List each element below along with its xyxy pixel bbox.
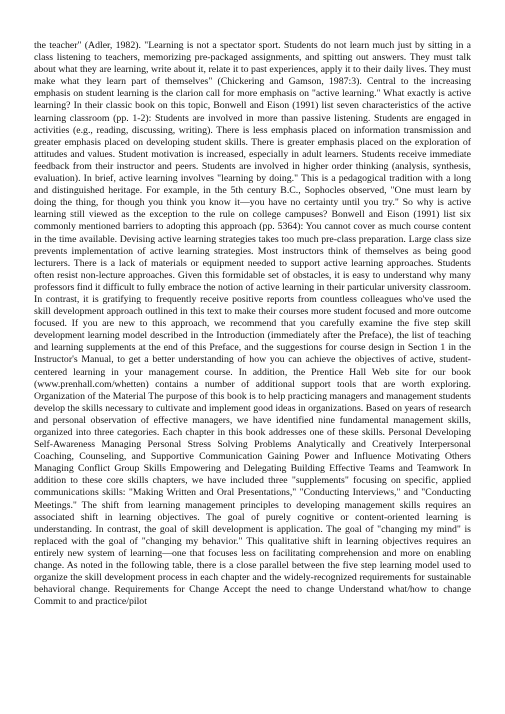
body-paragraph: the teacher" (Adler, 1982). "Learning is not a spectator sport. Students do not learn much just by sitting in a class listening to teachers, memorizing pre-packaged assignments, and spitting out answers. They must talk about what they are learning, write about it, relate it to past experiences, apply it to their daily lives. They must make what they learn part of themselves" (Chickering and Gamson, 1987:3). Central to the increasing emphasis on student learning is the clarion call for more emphasis on "active learning." What exactly is active learning? In their classic book on this topic, Bonwell and Eison (1991) list seven characteristics of the active learning classroom (pp. 1-2): Students are involved in more than passive listening. Students are engaged in activities (e.g., reading, discussing, writing). There is less emphasis placed on information transmission and greater emphasis placed on developing student skills. There is greater emphasis placed on the exploration of attitudes and values. Student motivation is increased, especially in adult learners. Students receive immediate feedback from their instructor and peers. Students are involved in higher order thinking (analysis, synthesis, evaluation). In brief, active learning involves "learning by doing." This is a pedagogical tradition with a long and distinguished heritage. For example, in the 5th century B.C., Sophocles observed, "One must learn by doing the thing, for though you think you know it—you have no certainty until you try." So why is active learning still viewed as the exception to the rule on college campuses? Bonwell and Eison (1991) list six commonly mentioned barriers to adopting this approach (pp. 5364): You cannot cover as much course content in the time available. Devising active learning strategies takes too much pre-class preparation. Large class size prevents implementation of active learning strategies. Most instructors think of themselves as being good lecturers. There is a lack of materials or equipment needed to support active learning approaches. Students often resist non-lecture approaches. Given this formidable set of obstacles, it is easy to understand why many professors find it difficult to fully embrace the notion of active learning in their particular university classroom. In contrast, it is gratifying to frequently receive positive reports from countless colleagues who've used the skill development approach outlined in this text to make their courses more student focused and more outcome focused. If you are new to this approach, we recommend that you carefully examine the five step skill development learning model described in the Introduction (immediately after the Preface), the list of teaching and learning supplements at the end of this Preface, and the suggestions for course design in Section 1 in the Instructor's Manual, to get a better understanding of how you can achieve the objectives of active, student-centered learning in your management course. In addition, the Prentice Hall Web site for our book (www.prenhall.com/whetten) contains a number of additional support tools that are worth exploring. Organization of the Material The purpose of this book is to help practicing managers and management students develop the skills necessary to cultivate and implement good ideas in organizations. Based on years of research and personal observation of effective managers, we have identified nine fundamental management skills, organized into three categories. Each chapter in this book addresses one of these skills. Personal Developing Self-Awareness Managing Personal Stress Solving Problems Analytically and Creatively Interpersonal Coaching, Counseling, and Supportive Communication Gaining Power and Influence Motivating Others Managing Conflict Group Skills Empowering and Delegating Building Effective Teams and Teamwork In addition to these core skills chapters, we have included three "supplements" focusing on specific, applied communications skills: "Making Written and Oral Presentations," "Conducting Interviews," and "Conducting Meetings." The shift from learning management principles to developing management skills requires an associated shift in learning objectives. The goal of purely cognitive or content-oriented learning is understanding. In contrast, the goal of skill development is application. The goal of "changing my mind" is replaced with the goal of "changing my behavior." This qualitative shift in learning objectives requires an entirely new system of learning—one that focuses less on facilitating comprehension and more on enabling change. As noted in the following table, there is a close parallel between the five step learning model used to organize the skill development process in each chapter and the widely-recognized requirements for sustainable behavioral change. Requirements for Change Accept the need to change Understand what/how to change Commit to and practice/pilot — [34, 40, 471, 608]
